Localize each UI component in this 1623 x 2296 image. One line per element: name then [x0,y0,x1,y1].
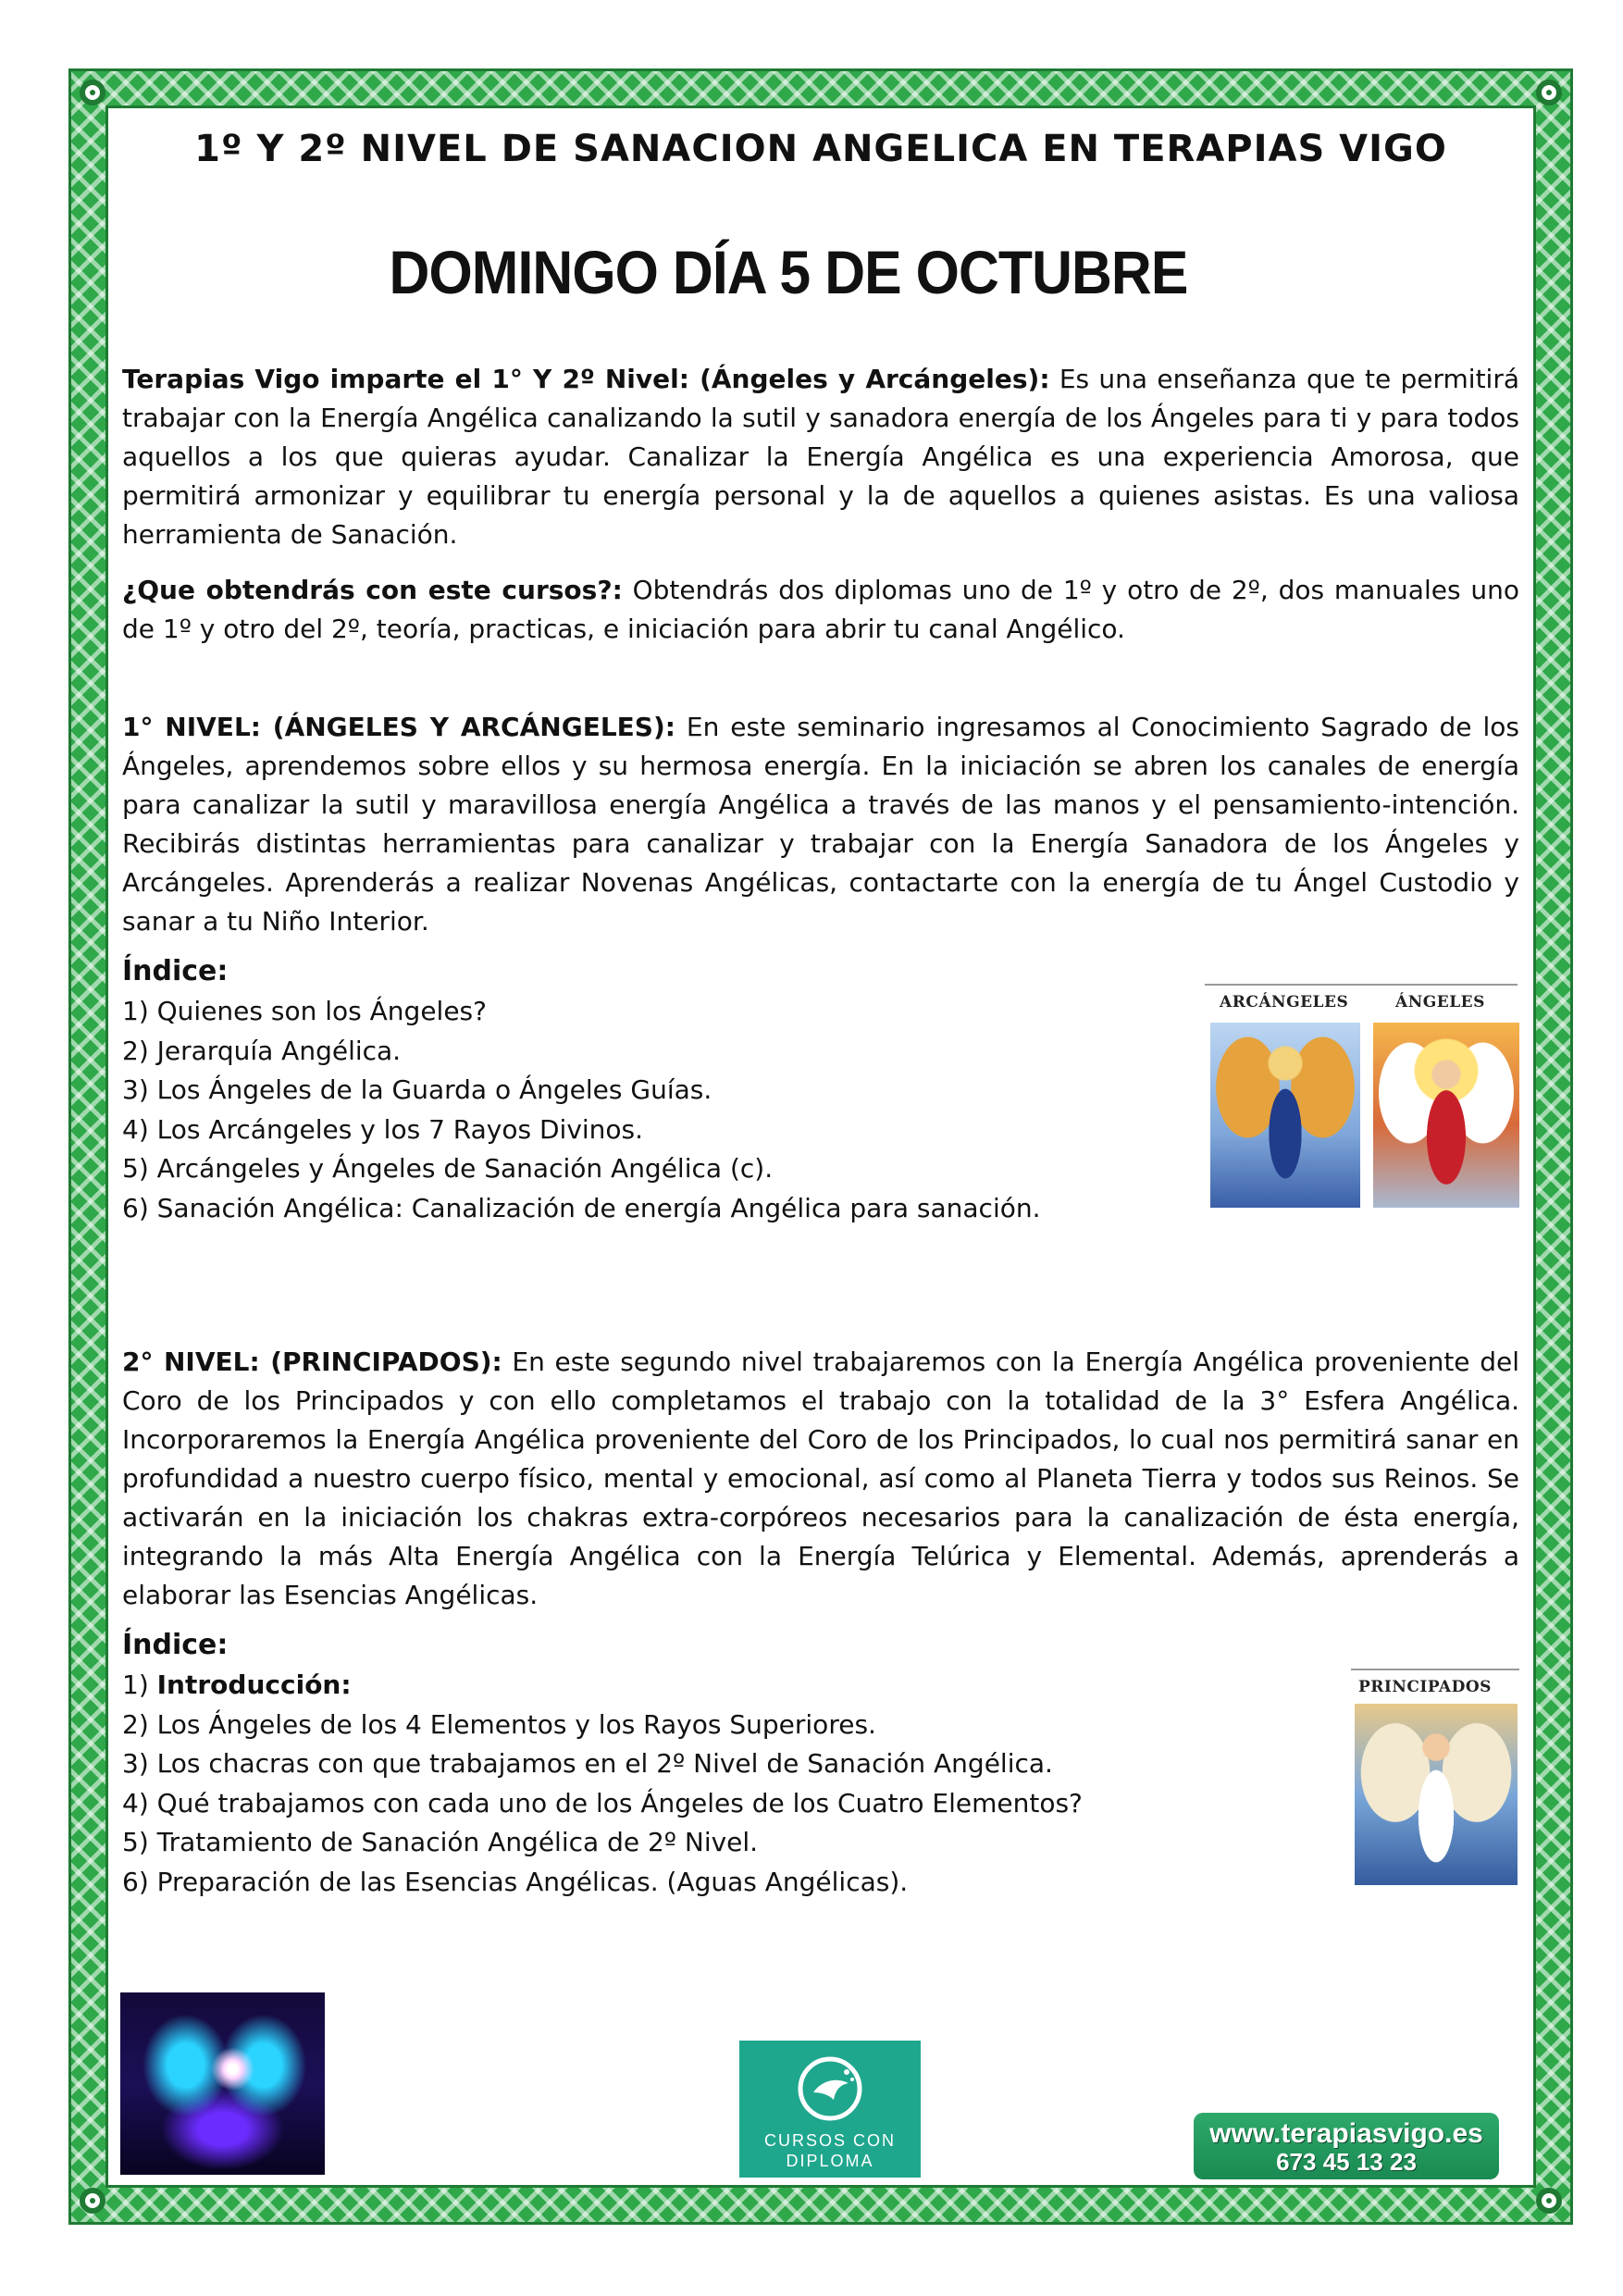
level1-index-list [122,992,1041,1228]
course-result-paragraph [122,571,1519,649]
level1-index-title: Índice: [122,955,229,987]
level2-text: En este segundo nivel trabajaremos con la Energía Angélica proveniente del Coro de los Principados y con ello completamos el trabajo con la totalidad de la 3° Esfera Angélica. Incorporaremos la Energía Angélica proveniente del Coro de los Principados, lo cual nos permitirá sanar en profundidad a nuestro cuerpo físico, mental y emocional, así como al Planeta Tierra y todos sus Reinos. Se activarán en la iniciación los chakras extra-corpóreos necesarios para la canalización de ésta energía, integrando la más Alta Energía Angélica con la Energía Telúrica y Elemental. Además, aprenderás a elaborar las Esencias Angélicas. [122,1347,1519,1610]
page-title: 1º Y 2º NIVEL DE SANACION ANGELICA EN TERAPIAS VIGO [194,128,1447,170]
level1-lead: 1° NIVEL: (ÁNGELES Y ARCÁNGELES): [122,712,675,742]
intro-lead: Terapias Vigo imparte el 1° Y 2º Nivel: (Ángeles y Arcángeles): [122,364,1050,394]
dove-logo-icon [793,2052,867,2126]
index-label: Introducción: [156,1669,352,1700]
list-item: 4) Los Arcángeles y los 7 Rayos Divinos. [122,1113,644,1145]
intro-text: Es una enseñanza que te permitirá trabajar con la Energía Angélica canalizando la sutil y sanadora energía de los Ángeles para ti y para todos aquellos a los que quieras ayudar. Canalizar la Energía Angélica es una experiencia Amorosa, que permitirá armonizar y equilibrar tu energía personal y la de aquellos a quienes asistas. Es una valiosa herramienta de Sanación. [122,364,1519,550]
cursos-con-diploma-badge [739,2041,921,2178]
level2-lead: 2° NIVEL: (PRINCIPADOS): [122,1347,502,1377]
cursos-line2: DIPLOMA [786,2152,874,2170]
angel-wings-image [120,1992,325,2175]
principados-image [1355,1704,1518,1885]
list-item [122,1666,1083,1706]
website-link[interactable]: www.terapiasvigo.es [1209,2118,1483,2149]
list-item: 6) Sanación Angélica: Canalización de energía Angélica para sanación. [122,1192,1041,1223]
archangels-label: ARCÁNGELES [1220,993,1349,1011]
list-item: 1) Quienes son los Ángeles? [122,996,488,1026]
corner-ornament-icon [80,80,105,105]
list-item: 6) Preparación de las Esencias Angélicas. (Aguas Angélicas). [122,1866,909,1897]
corner-ornament-icon [80,2188,105,2214]
level1-text: En este seminario ingresamos al Conocimiento Sagrado de los Ángeles, aprendemos sobre ellos y su hermosa energía. En la iniciación se abren los canales de energía para canalizar la sutil y maravillosa energía Angélica a través de las manos y el pensamiento-intención. Recibirás distintas herramientas para canalizar y trabajar con la Energía Sanadora de los Ángeles y Arcángeles. Aprenderás a realizar Novenas Angélicas, contactarte con la energía de tu Ángel Custodio y sanar a tu Niño Interior. [122,712,1519,937]
course-result-lead: ¿Que obtendrás con este cursos?: [122,575,623,605]
event-date: DOMINGO DÍA 5 DE OCTUBRE [389,238,1188,306]
contact-badge [1194,2113,1499,2179]
principados-image-panel [1351,1669,1519,1881]
angels-image-panel [1205,984,1518,1210]
angels-label: ÁNGELES [1395,993,1485,1011]
phone-number: 673 45 13 23 [1276,2148,1417,2176]
corner-ornament-icon [1536,2188,1562,2214]
index-number: 1) [122,1669,157,1700]
level2-paragraph [122,1343,1519,1615]
list-item: 2) Jerarquía Angélica. [122,1035,402,1066]
list-item: 3) Los chacras con que trabajamos en el 2º Nivel de Sanación Angélica. [122,1748,1053,1779]
level2-index-title: Índice: [122,1629,229,1661]
principados-label: PRINCIPADOS [1358,1678,1492,1696]
list-item: 2) Los Ángeles de los 4 Elementos y los Rayos Superiores. [122,1708,876,1740]
archangel-image [1210,1023,1360,1208]
course-result-text: Obtendrás dos diplomas uno de 1º y otro de 2º, dos manuales uno de 1º y otro del 2º, teoría, practicas, e iniciación para abrir tu canal Angélico. [122,575,1519,644]
corner-ornament-icon [1536,80,1562,105]
list-item: 5) Arcángeles y Ángeles de Sanación Angélica (c). [122,1153,774,1184]
level2-index-list [122,1666,1083,1902]
cursos-line1: CURSOS CON [763,2131,896,2150]
intro-paragraph [122,360,1519,554]
list-item: 5) Tratamiento de Sanación Angélica de 2º Nivel. [122,1827,759,1857]
list-item: 4) Qué trabajamos con cada uno de los Ángeles de los Cuatro Elementos? [122,1787,1083,1818]
level1-paragraph [122,708,1519,941]
list-item: 3) Los Ángeles de la Guarda o Ángeles Guías. [122,1074,712,1105]
angel-image [1373,1023,1519,1208]
